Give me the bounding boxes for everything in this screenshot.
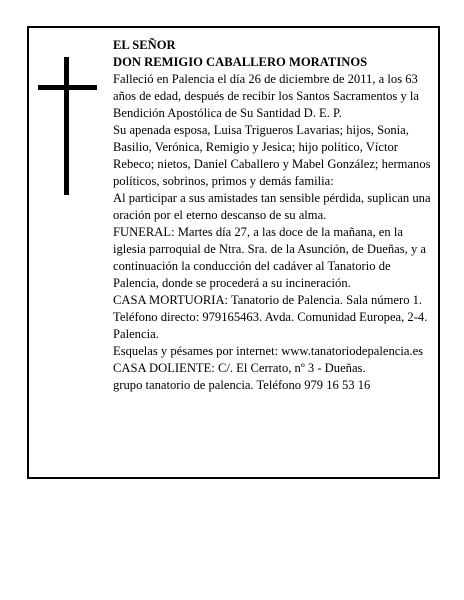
family-paragraph: Su apenada esposa, Luisa Trigueros Lavarias; hijos, Sonia, Basilio, Verónica, Remigio y Jesica; hijo político, Víctor Rebeco; nietos, Daniel Caballero y Mabel González; hermanos políticos, sobrinos, primos y demás familia: [113,123,431,188]
request-paragraph: Al participar a sus amistades tan sensible pérdida, suplican una oración por el eterno descanso de su alma. [113,191,431,222]
casa-mortuoria-paragraph: CASA MORTUORIA: Tanatorio de Palencia. Sala número 1. Teléfono directo: 979165463. Avda. Comunidad Europea, 2-4. Palencia. [113,293,428,341]
funeral-paragraph: FUNERAL: Martes día 27, a las doce de la mañana, en la iglesia parroquial de Ntra. Sra. de la Asunción, de Dueñas, y a continuación la conducción del cadáver al Tanatorio de Palencia, donde se procederá a su incineración. [113,225,426,290]
death-paragraph: Falleció en Palencia el día 26 de diciembre de 2011, a los 63 años de edad, después de recibir los Santos Sacramentos y la Bendición Apostólica de Su Santidad D. E. P. [113,72,420,120]
internet-paragraph: Esquelas y pésames por internet: www.tanatoriodepalencia.es [113,344,424,358]
cross-vertical-bar [64,57,69,195]
cross-horizontal-bar [38,85,97,90]
footer-paragraph: grupo tanatorio de palencia. Teléfono 979 16 53 16 [113,378,371,392]
casa-doliente-paragraph: CASA DOLIENTE: C/. El Cerrato, nº 3 - Dueñas. [113,361,366,375]
obituary-text [113,37,431,394]
heading-title: EL SEÑOR [113,38,176,52]
deceased-name: DON REMIGIO CABALLERO MORATINOS [113,55,368,69]
